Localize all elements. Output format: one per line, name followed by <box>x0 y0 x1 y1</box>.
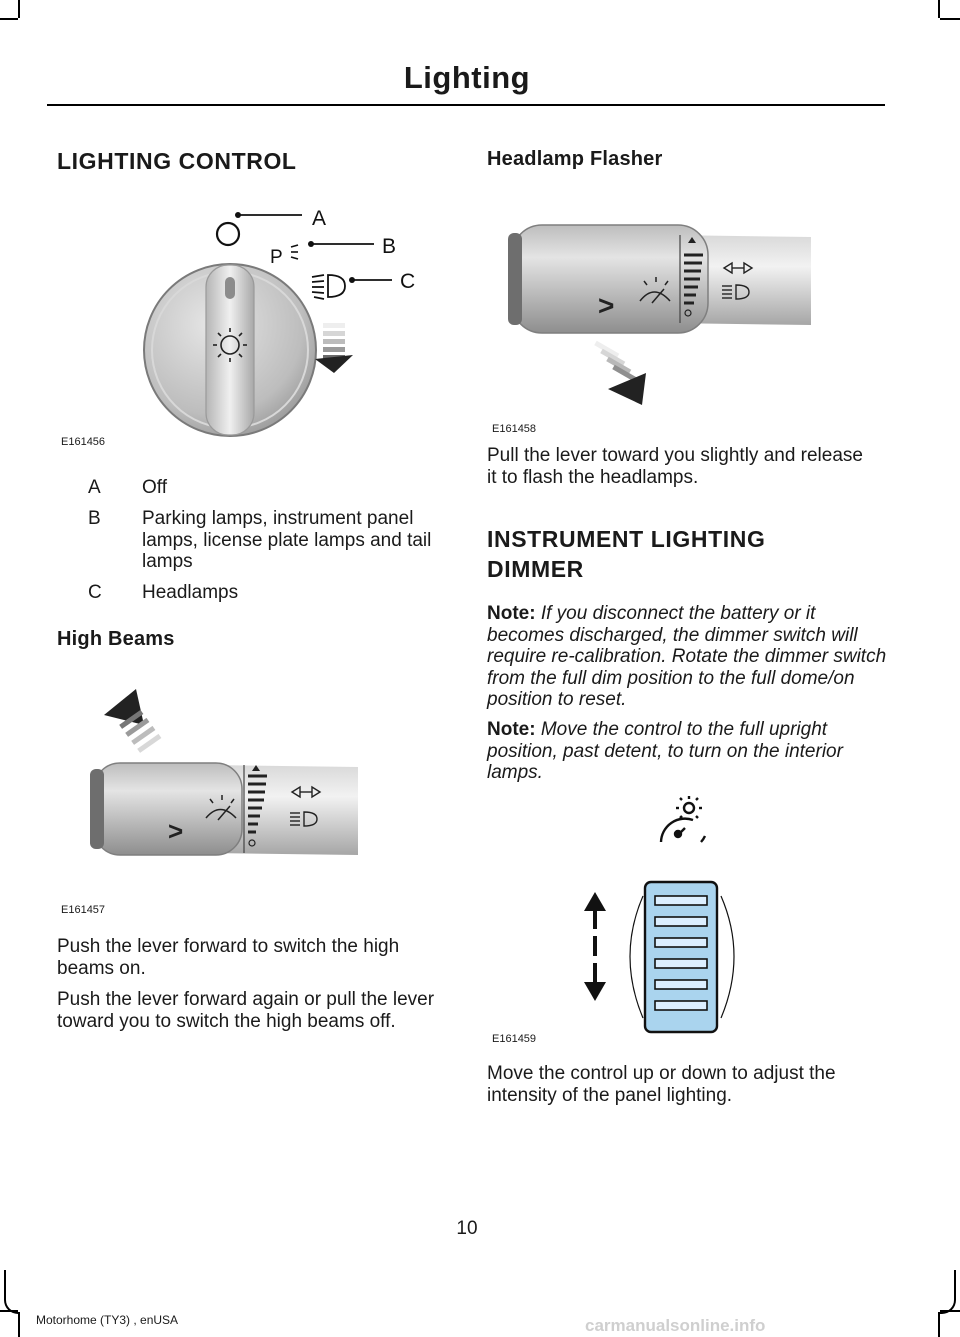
legend-text: Headlamps <box>142 582 239 603</box>
figure-code: E161458 <box>492 423 537 435</box>
pull-arrow-icon <box>594 341 646 405</box>
dimmer-heading-line-1: INSTRUMENT LIGHTING <box>487 526 766 552</box>
dimmer-figure <box>575 796 745 1036</box>
high-beams-paragraph-1: Push the lever forward to switch the high beams on. <box>57 936 400 979</box>
page-number: 10 <box>456 1218 478 1239</box>
crop-mark <box>18 0 20 18</box>
callout-c: C <box>400 270 416 293</box>
lighting-knob-figure <box>140 195 440 445</box>
doc-info: Motorhome (TY3) , enUSA <box>36 1313 179 1327</box>
flasher-paragraph: Pull the lever toward you slightly and release it to flash the headlamps. <box>487 445 863 488</box>
legend-key: C <box>88 582 102 603</box>
chevron-icon: > <box>168 816 184 846</box>
note-text: If you disconnect the battery or it becomes discharged, the dimmer switch will require re-calibration. Rotate the dimmer switch from the full dim position to the full dome/on position to reset. <box>487 603 887 710</box>
crop-mark <box>938 1312 940 1337</box>
rotate-arrow-icon <box>315 323 353 373</box>
parking-lamp-icon <box>291 245 298 259</box>
flasher-lever-figure <box>506 215 816 410</box>
note-label: Note: <box>487 603 536 624</box>
dimmer-symbol-icon <box>661 796 705 842</box>
note-interior-lamps <box>487 719 887 784</box>
high-beam-lever-figure <box>88 685 358 865</box>
page-title: Lighting <box>403 60 531 95</box>
off-circle-icon <box>217 223 239 245</box>
header-rule <box>47 104 885 106</box>
chevron-icon: > <box>598 290 615 321</box>
figure-code: E161456 <box>61 436 106 448</box>
forward-arrow-icon <box>104 689 161 753</box>
callout-b: B <box>382 235 397 258</box>
legend-text: Off <box>142 477 167 498</box>
legend-key: A <box>88 477 101 498</box>
lighting-control-heading: LIGHTING CONTROL <box>57 148 297 174</box>
crop-mark <box>940 18 960 20</box>
high-beams-paragraph-2: Push the lever forward again or pull the lever toward you to switch the high beams off. <box>57 989 435 1032</box>
legend-key: B <box>88 508 101 529</box>
watermark: carmanualsonline.info <box>585 1316 766 1335</box>
up-down-arrow-icon <box>584 892 606 1001</box>
knob-indicator <box>225 277 235 299</box>
parking-symbol: P <box>270 247 283 268</box>
dimmer-heading-line-2: DIMMER <box>487 556 584 582</box>
crop-mark <box>938 0 940 18</box>
dimmer-paragraph: Move the control up or down to adjust the intensity of the panel lighting. <box>487 1063 836 1106</box>
note-text: Move the control to the full upright position, past detent, to turn on the interior lamps. <box>487 719 843 783</box>
headlamp-flasher-heading: Headlamp Flasher <box>487 148 663 170</box>
crop-mark <box>18 1312 20 1337</box>
note-label: Note: <box>487 719 536 740</box>
crop-mark <box>4 1270 20 1314</box>
figure-code: E161459 <box>492 1033 537 1045</box>
crop-mark <box>0 18 18 20</box>
callout-a: A <box>312 207 327 230</box>
headlamp-icon <box>312 275 345 299</box>
crop-mark <box>940 1270 956 1314</box>
high-beams-heading: High Beams <box>57 628 175 650</box>
figure-code: E161457 <box>61 904 106 916</box>
legend-text: Parking lamps, instrument panel lamps, license plate lamps and tail lamps <box>142 508 432 572</box>
note-recalibration <box>487 603 887 711</box>
